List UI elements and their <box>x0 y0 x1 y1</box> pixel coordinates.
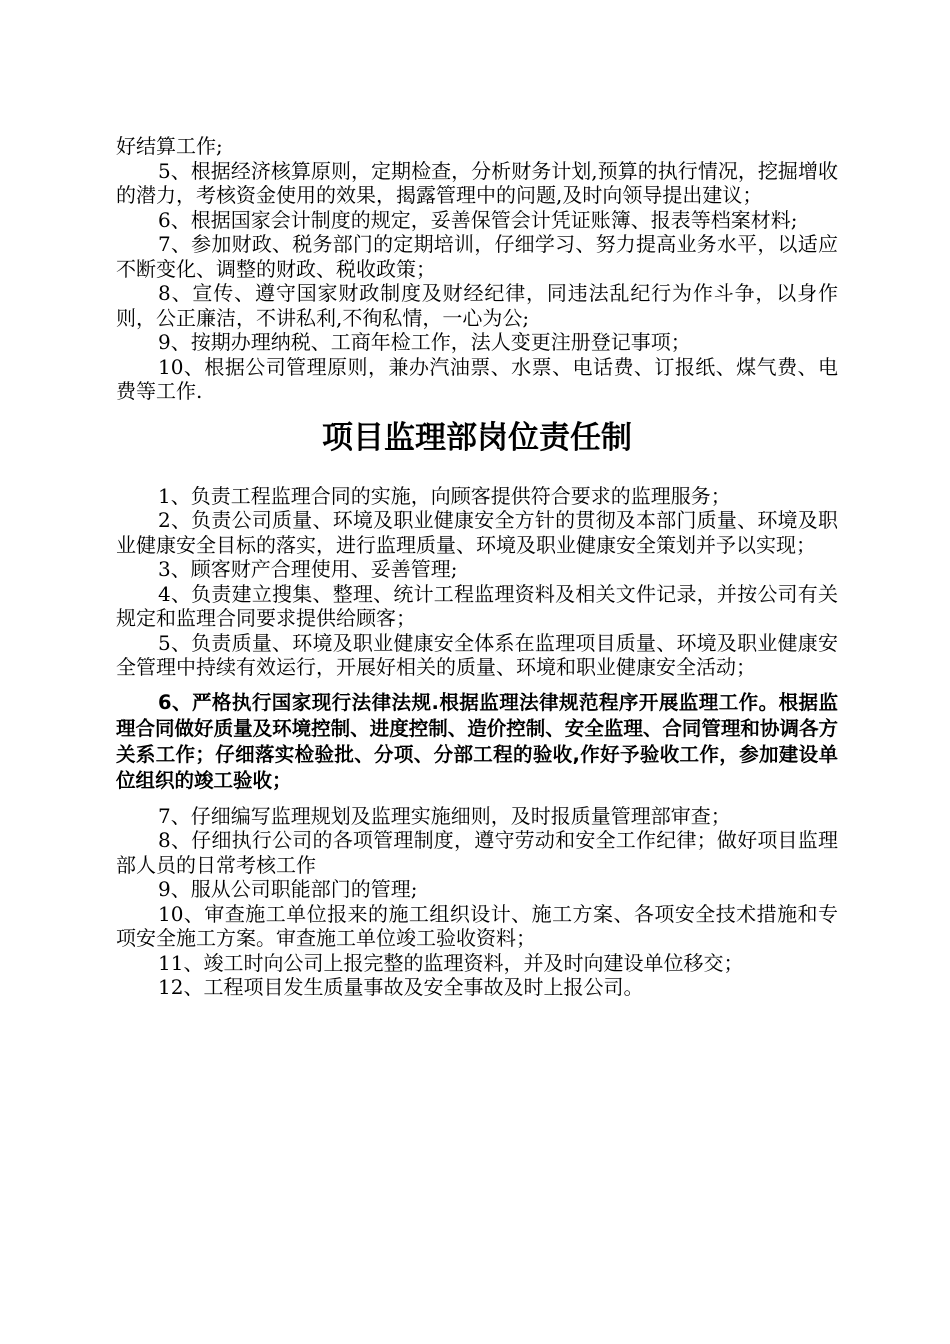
document-body <box>116 134 838 1000</box>
supervision-duty-item: 7、仔细编写监理规划及监理实施细则，及时报质量管理部审查； <box>158 803 731 828</box>
supervision-duty-item: 11、竣工时向公司上报完整的监理资料，并及时向建设单位移交； <box>158 950 744 975</box>
supervision-duty-item: 9、服从公司职能部门的管理; <box>158 877 418 901</box>
supervision-duty-item: 3、顾客财产合理使用、妥善管理; <box>158 557 458 581</box>
supervision-duty-item: 8、仔细执行公司的各项管理制度，遵守劳动和安全工作纪律；做好项目监理部人员的日常考核工作 <box>116 828 838 877</box>
supervision-duty-item: 12、工程项目发生质量事故及安全事故及时上报公司。 <box>158 975 644 999</box>
supervision-duty-item: 5、负责质量、环境及职业健康安全体系在监理项目质量、环境及职业健康安全管理中持续有效运行，开展好相关的质量、环境和职业健康安全活动； <box>116 630 838 679</box>
supervision-duty-item: 1、负责工程监理合同的实施，向顾客提供符合要求的监理服务； <box>158 483 731 508</box>
continuation-text: 好结算工作; <box>116 134 223 158</box>
supervision-duty-item: 4、负责建立搜集、整理、统计工程监理资料及相关文件记录，并按公司有关规定和监理合同要求提供给顾客； <box>116 581 838 630</box>
supervision-duty-item-bold: 6、严格执行国家现行法律法规.根据监理法律规范程序开展监理工作。根据监理合同做好质量及环境控制、进度控制、造价控制、安全监理、合同管理和协调各方关系工作；仔细落实检验批、分项、分部工程的验收,作好予验收工作，参加建设单位组织的竣工验收； <box>116 690 838 792</box>
supervision-duty-item: 2、负责公司质量、环境及职业健康安全方针的贯彻及本部门质量、环境及职业健康安全目标的落实，进行监理质量、环境及职业健康安全策划并予以实现； <box>116 508 838 557</box>
finance-duty-item: 9、按期办理纳税、工商年检工作，法人变更注册登记事项； <box>158 330 691 354</box>
finance-duty-item: 6、根据国家会计制度的规定，妥善保管会计凭证账簿、报表等档案材料; <box>158 207 798 232</box>
section-heading: 项目监理部岗位责任制 <box>322 419 632 456</box>
finance-duty-item: 8、宣传、遵守国家财政制度及财经纪律，同违法乱纪行为作斗争，以身作则，公正廉洁，不讲私利,不徇私情，一心为公; <box>116 281 838 330</box>
finance-duty-item: 5、根据经济核算原则，定期检查，分析财务计划,预算的执行情况，挖掘增收的潜力，考核资金使用的效果，揭露管理中的问题,及时向领导提出建议； <box>116 158 838 207</box>
supervision-duty-item: 10、审查施工单位报来的施工组织设计、施工方案、各项安全技术措施和专项安全施工方案。审查施工单位竣工验收资料； <box>116 901 838 950</box>
finance-duty-item: 10、根据公司管理原则，兼办汽油票、水票、电话费、订报纸、煤气费、电费等工作. <box>116 354 838 403</box>
finance-duty-item: 7、参加财政、税务部门的定期培训，仔细学习、努力提高业务水平，以适应不断变化、调整的财政、税收政策； <box>116 232 838 281</box>
